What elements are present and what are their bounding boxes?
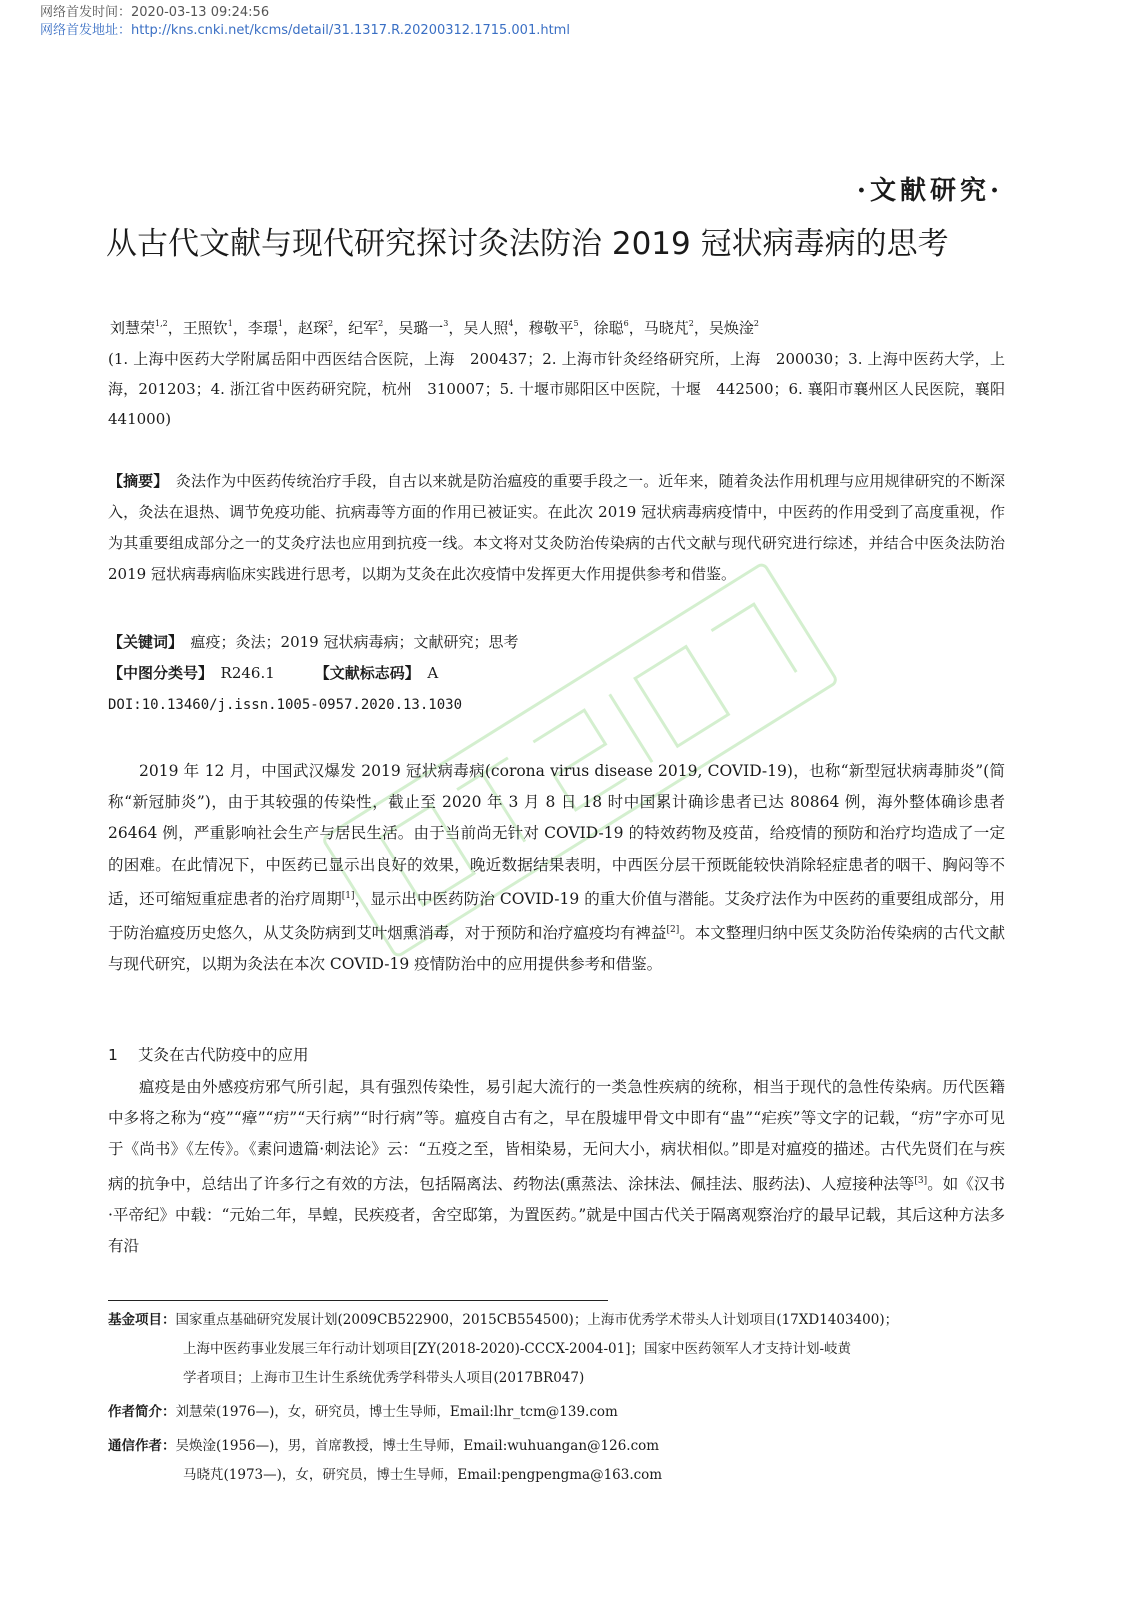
publish-url-label: 网络首发地址： (40, 23, 132, 38)
intro-text-1: 2019 年 12 月，中国武汉爆发 2019 冠状病毒病(corona virus disease 2019, COVID-19)，也称“新型冠状病毒肺炎”(简称“新冠肺炎”)，由于其较强的传染性，截止至 2020 年 3 月 8 日 18 时中国累计确诊患者已达 80864 例，海外整体确诊患者 26464 例，严重影响社会生产与居民生活。由于当前尚无针对 COVID-19 的特效药物及疫苗，给疫情的预防和治疗均造成了一定的困难。在此情况下，中医药已显示出良好的效果，晚近数据结果表明，中西医分层干预既能较快消除轻症患者的咽干、胸闷等不适，还可缩短重症患者的治疗周期 (108, 762, 1005, 908)
author-affiliation-sup: 4 (508, 319, 514, 328)
keywords-text: 瘟疫；灸法；2019 冠状病毒病；文献研究；思考 (190, 633, 519, 651)
author-name: 吴焕淦 (708, 319, 754, 337)
author-affiliation-sup: 1 (227, 319, 233, 328)
section-1-paragraph (108, 1072, 1005, 1262)
doi: DOI:10.13460/j.issn.1005-0957.2020.13.1030 (108, 697, 463, 713)
keywords (108, 627, 1005, 657)
online-publish-url (40, 22, 570, 40)
publish-time-value: 2020-03-13 09:24:56 (131, 5, 270, 20)
citation-3[interactable]: [3] (914, 1175, 928, 1186)
author-affiliation-sup: 2 (688, 319, 694, 328)
author-bio-label: 作者简介： (108, 1404, 176, 1420)
abstract-text: 灸法作为中医药传统治疗手段，自古以来就是防治瘟疫的重要手段之一。近年来，随着灸法作用机理与应用规律研究的不断深入，灸法在退热、调节免疫功能、抗病毒等方面的作用已被证实。在此次 2019 冠状病毒病疫情中，中医药的作用受到了高度重视，作为其重要组成部分之一的艾灸疗法也应用到抗疫一线。本文将对艾灸防治传染病的古代文献与现代研究进行综述，并结合中医灸法防治 2019 冠状病毒病临床实践进行思考，以期为艾灸在此次疫情中发挥更大作用提供参考和借鉴。 (108, 472, 1005, 583)
footnote-divider (108, 1300, 608, 1301)
citation-2[interactable]: [2] (666, 925, 680, 936)
fund-line-2: 上海中医药事业发展三年行动计划项目[ZY(2018-2020)-CCCX-2004-01]；国家中医药领军人才支持计划-岐黄 (183, 1341, 852, 1357)
corresponding-label: 通信作者： (108, 1438, 176, 1454)
corresponding-text-1: 吴焕淦(1956—)，男，首席教授，博士生导师，Email:wuhuangan@126.com (175, 1438, 660, 1454)
author-bio (108, 1398, 1005, 1427)
classification (108, 658, 1005, 688)
author-name: 李璟 (247, 319, 278, 337)
keywords-label: 【关键词】 (108, 633, 176, 651)
author-affiliation-sup: 2 (328, 319, 334, 328)
section-1-title: 艾灸在古代防疫中的应用 (138, 1046, 309, 1064)
publish-time-label: 网络首发时间： (40, 5, 132, 20)
section-1-number: 1 (108, 1046, 118, 1064)
doc-code-label: 【文献标志码】 (314, 664, 413, 682)
section-label: ·文献研究· (856, 176, 1003, 206)
intro-text-2: ，显示出中医药防治 COVID-19 的重大价值与潜能。艾灸疗法作为中医药的重要组成部分，用于防治瘟疫历史悠久，从艾灸防病到艾叶烟熏消毒，对于预防和治疗瘟疫均有裨益 (108, 889, 1005, 943)
author-affiliation-sup: 5 (573, 319, 579, 328)
clc-label: 【中图分类号】 (108, 664, 206, 682)
author-name: 马晓芃 (643, 319, 689, 337)
publish-url-link[interactable]: http://kns.cnki.net/kcms/detail/31.1317.R.20200312.1715.001.html (131, 23, 570, 38)
citation-1[interactable]: [1] (341, 890, 355, 901)
intro-text-3: 。本文整理归纳中医艾灸防治传染病的古代文献与现代研究，以期为灸法在本次 COVID-19 疫情防治中的应用提供参考和借鉴。 (108, 924, 1005, 974)
author-affiliation-sup: 1 (277, 319, 283, 328)
author-name: 徐聪 (593, 319, 624, 337)
section-1-text-1: 瘟疫是由外感疫疠邪气所引起，具有强烈传染性，易引起大流行的一类急性疾病的统称，相当于现代的急性传染病。历代医籍中多将之称为“疫”“瘴”“疠”“天行病”“时行病”等。瘟疫自古有之，早在殷墟甲骨文中即有“蛊”“疟疾”等文字的记载，“疠”字亦可见于《尚书》《左传》。《素问遗篇·刺法论》云：“五疫之至，皆相染易，无问大小，病状相似。”即是对瘟疫的描述。古代先贤们在与疾病的抗争中，总结出了许多行之有效的方法，包括隔离法、药物法(熏蒸法、涂抹法、佩挂法、服药法)、人痘接种法等 (108, 1078, 1005, 1193)
fund-text-1: 国家重点基础研究发展计划(2009CB522900，2015CB554500)；上海市优秀学术带头人计划项目(17XD1403400)； (175, 1312, 899, 1328)
fund-line-1 (108, 1306, 1005, 1335)
author-affiliation-sup: 3 (443, 319, 449, 328)
author-affiliation-sup: 2 (378, 319, 384, 328)
author-name: 王照钦 (182, 319, 228, 337)
corresponding-author-2: 马晓芃(1973—)，女，研究员，博士生导师，Email:pengpengma@163.com (183, 1467, 663, 1483)
author-name: 纪军 (348, 319, 379, 337)
intro-paragraph (108, 756, 1005, 980)
corresponding-author (108, 1432, 1005, 1461)
section-1-heading (108, 1043, 309, 1065)
affiliations: (1. 上海中医药大学附属岳阳中西医结合医院，上海 200437；2. 上海市针灸经络研究所，上海 200030；3. 上海中医药大学，上海，201203；4. 浙江省中医药研究院，杭州 310007；5. 十堰市郧阳区中医院，十堰 442500；6. 襄阳市襄州区人民医院，襄阳 441000) (108, 350, 1021, 428)
paper-title: 从古代文献与现代研究探讨灸法防治 2019 冠状病毒病的思考 (106, 226, 949, 262)
author-affiliation-sup: 6 (623, 319, 629, 328)
abstract-label: 【摘要】 (108, 472, 161, 490)
section-1-text-2: 。如《汉书·平帝纪》中载：“元始二年，旱蝗，民疾疫者，舍空邸第，为置医药。”就是中国古代关于隔离观察治疗的最早记载，其后这种方法多有沿 (108, 1174, 1005, 1256)
fund-label: 基金项目： (108, 1312, 176, 1328)
author-list: 刘慧荣$^{1,2}$，王照钦$^1$，李璟$^1$，赵琛$^2$，纪军$^2$，吴璐一$^3$，吴人照$^4$，穆敬平$^5$，徐聪$^6$，马晓芃$^2$，吴焕淦$^2$ (110, 319, 759, 337)
fund-line-3: 学者项目；上海市卫生计生系统优秀学科带头人项目(2017BR047) (183, 1370, 585, 1386)
author-name: 赵琛 (298, 319, 329, 337)
author-name: 吴璐一 (398, 319, 444, 337)
doc-code-value: A (427, 664, 439, 682)
abstract (108, 466, 1005, 590)
author-name: 刘慧荣 (110, 319, 156, 337)
author-affiliation-sup: 2 (753, 319, 759, 328)
author-name: 吴人照 (463, 319, 509, 337)
author-affiliation-sup: 1,2 (155, 319, 168, 328)
author-bio-text: 刘慧荣(1976—)，女，研究员，博士生导师，Email:lhr_tcm@139.com (175, 1404, 618, 1420)
author-name: 穆敬平 (528, 319, 574, 337)
clc-value: R246.1 (220, 664, 275, 682)
online-publish-time (40, 4, 269, 22)
